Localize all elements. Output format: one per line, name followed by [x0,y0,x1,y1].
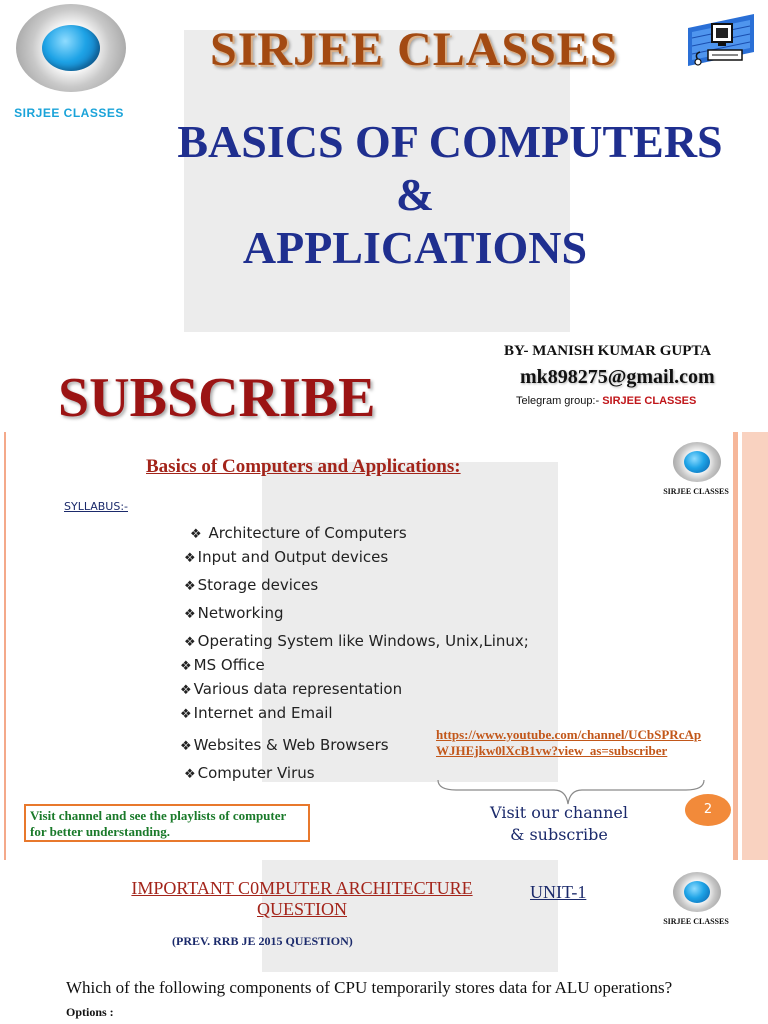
item-label: Networking [197,604,284,622]
syllabus-label: SYLLABUS:- [64,500,128,513]
subscribe-heading: SUBSCRIBE [58,367,376,429]
right-stripe-wide [742,432,768,860]
bullet-marker: ❖ [184,551,196,566]
syllabus-item [190,524,407,542]
item-label: Internet and Email [193,704,333,722]
bullet-marker: ❖ [184,635,196,650]
title-line2: QUESTION [257,899,347,919]
youtube-channel-link[interactable]: https://www.youtube.com/channel/UCbSPRcApWJHEjkw0lXcB1vw?view_as=subscriber [436,727,702,758]
slide-title [100,878,504,920]
bullet-marker: ❖ [184,579,196,594]
syllabus-item [184,764,315,782]
globe-icon [42,25,100,71]
slide-heading: Basics of Computers and Applications: [146,456,461,477]
globe-icon [684,451,710,473]
syllabus-item [184,548,388,566]
syllabus-item [180,656,265,674]
main-title-line3: APPLICATIONS [242,221,588,273]
question-text: Which of the following components of CPU temporarily stores data for ALU operations? [66,978,673,997]
item-label: Websites & Web Browsers [193,736,389,754]
right-stripe [733,432,738,860]
previous-exam-label: (PREV. RRB JE 2015 QUESTION) [172,934,353,948]
sirjee-logo-small [664,440,728,500]
item-label: Input and Output devices [197,548,389,566]
computer-icon [684,8,756,74]
page-number-badge: 2 [685,794,731,826]
syllabus-item [184,576,318,594]
syllabus-item [180,704,333,722]
visit-channel-text [466,802,652,846]
item-label: Architecture of Computers [208,524,407,542]
options-label: Options : [66,1005,114,1019]
bullet-marker: ❖ [180,739,192,754]
title-slide [0,0,768,432]
question-slide [0,860,768,1024]
syllabus-item [184,604,283,622]
telegram-line [516,395,696,407]
bullet-marker: ❖ [180,683,192,698]
playlist-note: Visit channel and see the playlists of computer for better understanding. [24,804,310,842]
author-line: BY- MANISH KUMAR GUPTA [504,343,712,359]
unit-label: UNIT-1 [530,882,587,902]
sirjee-logo [12,4,130,124]
item-label: Various data representation [193,680,403,698]
globe-icon [684,881,710,903]
main-title-line1: BASICS OF COMPUTERS [177,116,723,167]
syllabus-item [180,736,389,754]
bullet-marker: ❖ [184,767,196,782]
bullet-marker: ❖ [180,707,192,722]
visit-line1: Visit our channel [490,803,628,822]
logo-caption: SIRJEE CLASSES [663,917,729,926]
telegram-label: Telegram group:- [516,395,600,407]
logo-caption: SIRJEE CLASSES [14,106,124,120]
main-title-ampersand: & [395,168,435,220]
syllabus-slide [0,432,768,860]
item-label: Storage devices [197,576,319,594]
brand-title: SIRJEE CLASSES [210,23,618,76]
item-label: Computer Virus [197,764,315,782]
title-line1: IMPORTANT C0MPUTER ARCHITECTURE [131,878,473,898]
item-label: MS Office [193,656,265,674]
syllabus-item [180,680,402,698]
bullet-marker: ❖ [190,527,202,542]
visit-line2: & subscribe [510,825,608,844]
email-address[interactable]: mk898275@gmail.com [520,366,715,388]
item-label: Operating System like Windows, Unix,Linux; [197,632,529,650]
sirjee-logo-small [664,870,728,930]
bullet-marker: ❖ [184,607,196,622]
logo-caption: SIRJEE CLASSES [663,487,729,496]
bullet-marker: ❖ [180,659,192,674]
syllabus-item [184,632,529,650]
left-border [4,432,6,860]
telegram-group[interactable]: SIRJEE CLASSES [602,395,697,407]
